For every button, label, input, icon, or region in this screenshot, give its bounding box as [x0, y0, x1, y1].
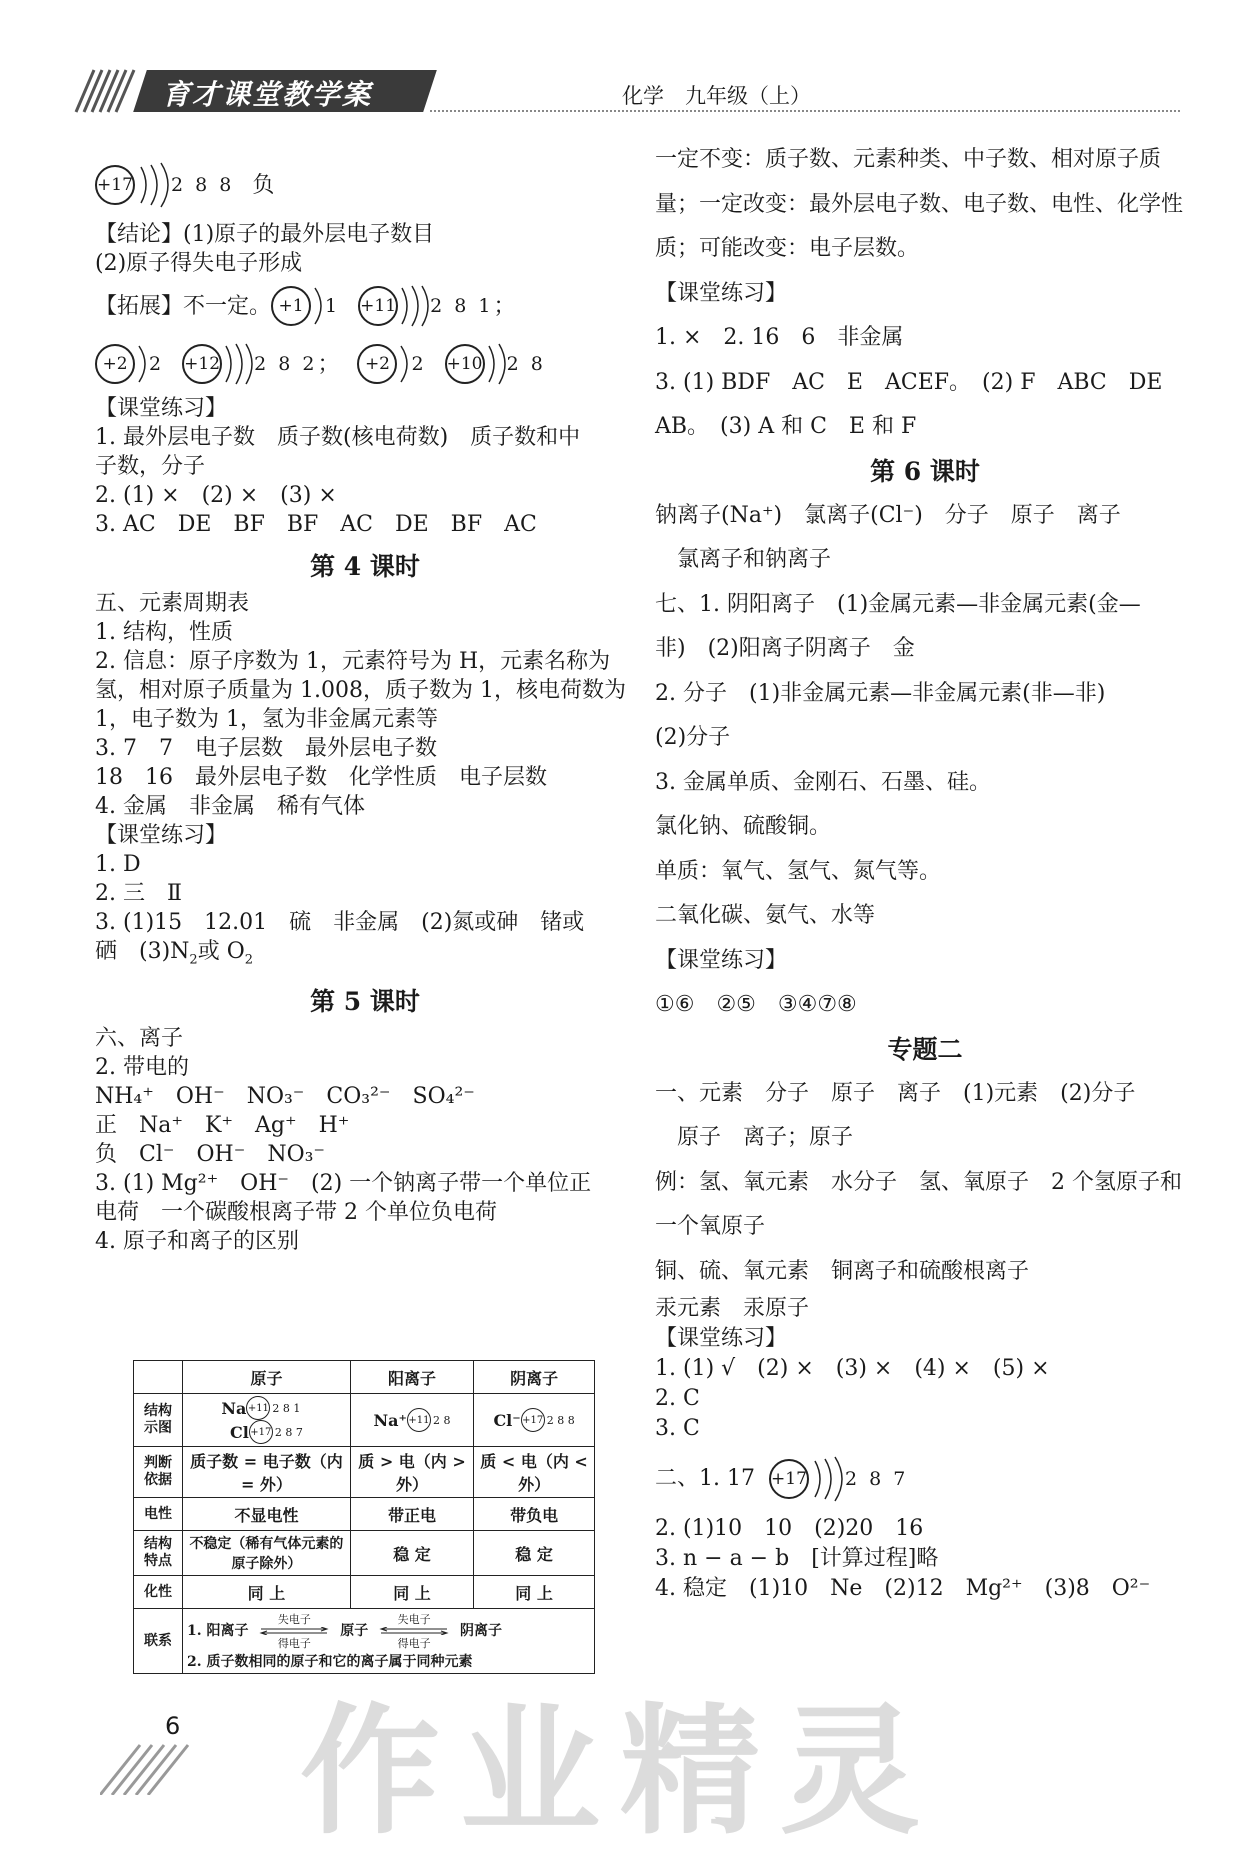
- table-row: 化性 同 上 同 上 同 上: [134, 1576, 595, 1609]
- topic-2-title: 专题二: [887, 1034, 963, 1064]
- answer-line: 3. (1) Mg²⁺ OH⁻ (2) 一个钠离子带一个单位正: [95, 1171, 592, 1197]
- answer-line: 3. 7 7 电子层数 最外层电子数: [95, 736, 437, 761]
- answer-line: 铜、硫、氧元素 铜离子和硫酸根离子: [655, 1258, 1030, 1284]
- atom-diagram: +11 2 8 1 ；: [358, 284, 515, 328]
- answer-line: 2. 信息：原子序数为 1，元素符号为 H，元素名称为: [95, 649, 611, 674]
- practice-title: 【课堂练习】: [655, 1326, 788, 1351]
- atom-diagram: +1 1: [271, 284, 340, 328]
- atom-diagram: +2 2: [95, 342, 164, 386]
- practice-title: 【课堂练习】: [655, 947, 788, 973]
- answer-line: 1. (1) √ (2) × (3) × (4) × (5) ×: [655, 1356, 1050, 1381]
- expand-line-2: [95, 334, 635, 394]
- answer-line: 例：氢、氧元素 水分子 氢、氧原子 2 个氢原子和: [655, 1169, 1182, 1195]
- atom-diagram: +2 2: [357, 342, 426, 386]
- answer-line: 3. AC DE BF BF AC DE BF AC: [95, 512, 537, 537]
- ion-row: 正 Na⁺ K⁺ Ag⁺ H⁺: [95, 1113, 350, 1139]
- lesson-6-title: 第 6 课时: [870, 456, 980, 486]
- subject-label: 化学 九年级（上）: [622, 84, 811, 108]
- watermark: 作业精灵: [300, 1691, 941, 1854]
- brand-title: 育才课堂教学案: [162, 78, 373, 111]
- practice-title: 【课堂练习】: [95, 396, 228, 421]
- answer-line: 1. × 2. 16 6 非金属: [655, 325, 904, 350]
- answer-line: 子数，分子: [95, 454, 206, 479]
- atom-diagram: Cl⁻ +17 2 8 8: [493, 1408, 574, 1432]
- answer-line: 3. 金属单质、金刚石、石墨、硅。: [655, 769, 991, 795]
- answer-line: 1. D: [95, 852, 141, 877]
- answer-line: 1. 结构，性质: [95, 620, 233, 645]
- answer-line: 硒 $(3)N_2$或 $O_2$: [95, 939, 254, 968]
- answer-line: 七、1. 阴阳离子 (1)金属元素—非金属元素(金—: [655, 591, 1141, 617]
- answer-line: 1，电子数为 1，氢为非金属元素等: [95, 707, 438, 732]
- answer-line: (2)分子: [655, 725, 731, 750]
- answer-line: 4. 原子和离子的区别: [95, 1229, 299, 1255]
- electron-shells-icon: [135, 161, 175, 209]
- answer-line: 3. (1)15 12.01 硫 非金属 (2)氮或砷 锗或: [95, 910, 585, 935]
- table-row: 联系 1. 阳离子 失电子 得电子 原子 失电子 得电子 阴离子 2. 质子数相同的原子和它的离子属于同种元素: [134, 1609, 595, 1674]
- answer-line: 4. 金属 非金属 稀有气体: [95, 794, 365, 819]
- atom-diagram: +17 2 8 7: [769, 1455, 908, 1503]
- table-header-row: 原子 阳离子 阴离子: [134, 1361, 595, 1394]
- cl-atom-line: +17 2 8 8 负: [95, 160, 635, 210]
- answer-line: 非) (2)阳离子阴离子 金: [655, 636, 915, 661]
- answer-line: 2. (1) × (2) × (3) ×: [95, 483, 337, 508]
- answer-line: 二氧化碳、氨气、水等: [655, 903, 876, 928]
- expand-line-1: 【拓展】不一定。 +1 1 +11 2 8 1 ；: [95, 278, 635, 334]
- ion-row: NH₄⁺ OH⁻ NO₃⁻ CO₃²⁻ SO₄²⁻: [95, 1084, 475, 1110]
- answer-line: 量；一定改变：最外层电子数、电子数、电性、化学性: [655, 191, 1184, 217]
- conclusion-line-1: 【结论】(1)原子的最外层电子数目: [95, 222, 435, 247]
- answer-line: ①⑥ ②⑤ ③④⑦⑧: [655, 992, 857, 1017]
- answer-line: 2. 三 Ⅱ: [95, 881, 182, 906]
- atom-diagram: +10 2 8: [445, 342, 546, 386]
- double-arrow-icon: [379, 1627, 449, 1635]
- answer-line: 2. C: [655, 1386, 700, 1411]
- atom-diagram: Na +11 2 8 1: [221, 1396, 300, 1420]
- header-divider: [430, 110, 1180, 112]
- answer-line: 氯离子和钠离子: [655, 547, 832, 572]
- answer-line: 氢，相对原子质量为 1.008，质子数为 1，核电荷数为: [95, 678, 626, 703]
- link-line-1: 1. 阳离子 失电子 得电子 原子 失电子 得电子 阴离子: [187, 1613, 502, 1650]
- table-row: 结构示图 Na +11 2 8 1 Cl +17 2 8 7 Na⁺ +11 2 8 Cl⁻ +17 2 8 8: [134, 1394, 595, 1447]
- answer-line: 18 16 最外层电子数 化学性质 电子层数: [95, 765, 547, 790]
- answer-line: 3. C: [655, 1416, 700, 1441]
- answer-line: 【课堂练习】: [95, 823, 228, 848]
- answer-line: 2. 带电的: [95, 1055, 189, 1081]
- answer-line: 单质：氧气、氢气、氮气等。: [655, 858, 942, 884]
- right-column: [655, 138, 1195, 1604]
- answer-line: 3. n − a − b [计算过程]略: [655, 1546, 939, 1571]
- atom-ion-comparison-table: [133, 1360, 595, 1674]
- table-row: 电性 不显电性 带正电 带负电: [134, 1498, 595, 1531]
- left-column: [95, 160, 635, 1256]
- answer-line: 汞元素 汞原子: [655, 1296, 810, 1321]
- answer-line: 一、元素 分子 原子 离子 (1)元素 (2)分子: [655, 1080, 1136, 1106]
- answer-line: 电荷 一个碳酸根离子带 2 个单位负电荷: [95, 1200, 497, 1226]
- answer-line: 五、元素周期表: [95, 591, 250, 616]
- page-number: 6: [165, 1712, 181, 1740]
- answer-line: 二、1. 17 +17 2 8 7: [655, 1444, 1195, 1514]
- answer-line: 1. 最外层电子数 质子数(核电荷数) 质子数和中: [95, 425, 581, 450]
- answer-line: 质；可能改变：电子层数。: [655, 236, 920, 261]
- answer-line: 2. (1)10 10 (2)20 16: [655, 1516, 924, 1541]
- lesson-4-title: 第 4 课时: [310, 552, 420, 581]
- answer-line: 六、离子: [95, 1026, 184, 1052]
- table-row: 结构特点 不稳定（稀有气体元素的原子除外） 稳 定 稳 定: [134, 1531, 595, 1576]
- answer-line: 一个氧原子: [655, 1214, 766, 1239]
- lesson-5-title: 第 5 课时: [310, 987, 420, 1017]
- atom-diagram: Cl +17 2 8 7: [230, 1420, 303, 1444]
- atom-diagram: Na⁺ +11 2 8: [374, 1408, 451, 1432]
- footer-stripes-icon: [100, 1735, 220, 1795]
- double-arrow-icon: [259, 1627, 329, 1635]
- answer-line: 一定不变：质子数、元素种类、中子数、相对原子质: [655, 147, 1162, 172]
- answer-line: 4. 稳定 (1)10 Ne (2)12 Mg²⁺ (3)8 O²⁻: [655, 1576, 1151, 1601]
- ion-row: 负 Cl⁻ OH⁻ NO₃⁻: [95, 1142, 326, 1168]
- conclusion-line-2: (2)原子得失电子形成: [95, 251, 303, 276]
- atom-diagram: +17 2 8 8: [95, 161, 234, 209]
- answer-line: AB。 (3) A 和 C E 和 F: [655, 414, 917, 439]
- table-row: 判断依据 质子数 = 电子数（内 = 外） 质 > 电（内 > 外） 质 < 电（内 < 外）: [134, 1447, 595, 1498]
- atom-diagram: +12 2 8 2 ；: [182, 342, 339, 386]
- answer-line: 3. (1) BDF AC E ACEF。 (2) F ABC DE: [655, 369, 1163, 395]
- answer-line: 原子 离子；原子: [655, 1125, 854, 1150]
- answer-line: 钠离子(Na⁺) 氯离子(Cl⁻) 分子 原子 离子: [655, 502, 1121, 528]
- page-header: [70, 68, 1180, 114]
- answer-line: 2. 分子 (1)非金属元素—非金属元素(非—非): [655, 680, 1106, 706]
- practice-title: 【课堂练习】: [655, 280, 788, 306]
- answer-line: 氯化钠、硫酸铜。: [655, 814, 832, 839]
- link-line-2: 2. 质子数相同的原子和它的离子属于同种元素: [187, 1654, 473, 1670]
